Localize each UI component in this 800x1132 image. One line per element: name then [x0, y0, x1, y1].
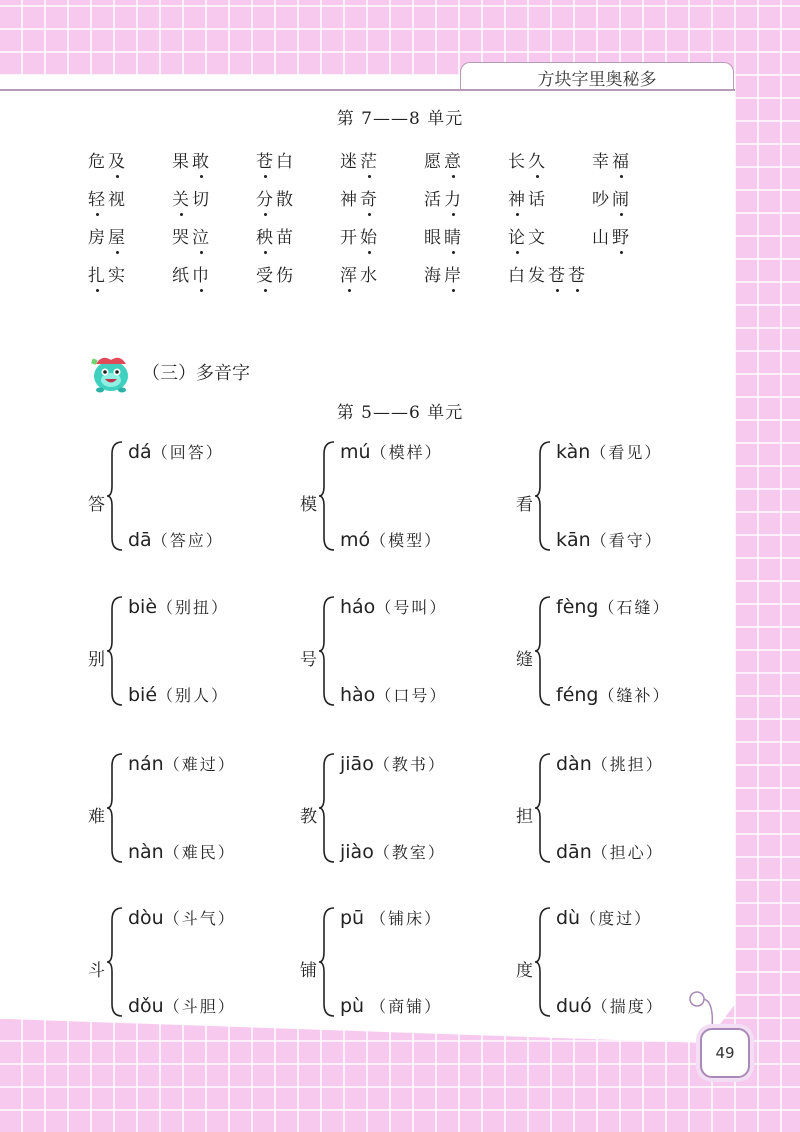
polyphone-char: 难	[88, 807, 105, 827]
vocab-word	[88, 147, 172, 172]
example-word: （难过）	[163, 755, 236, 774]
example-word: （难民）	[163, 843, 236, 862]
vocab-char: 实	[108, 265, 128, 286]
vocab-char: 吵	[592, 189, 612, 210]
vocab-char: 力	[444, 185, 464, 210]
vocab-word	[508, 147, 592, 172]
polyphone-char: 担	[516, 807, 533, 827]
vocab-char: 关	[172, 185, 192, 210]
example-word: （铺床）	[370, 909, 443, 928]
vocab-char: 愿	[424, 151, 444, 172]
polyphone-entry	[88, 595, 308, 715]
vocab-word	[88, 185, 172, 210]
vocab-char: 受	[256, 261, 276, 286]
polyphone-char: 别	[88, 650, 105, 670]
vocab-word	[424, 223, 508, 248]
example-word: （挑担）	[591, 755, 664, 774]
pinyin: kàn	[556, 441, 591, 463]
vocab-char: 苍	[568, 261, 588, 286]
vocab-char: 纸	[172, 265, 192, 286]
vocab-char: 敢	[192, 147, 212, 172]
vocab-word	[172, 261, 256, 286]
vocab-word	[508, 261, 648, 286]
pinyin: jiāo	[340, 753, 374, 775]
vocab-word	[256, 223, 340, 248]
vocab-word	[424, 147, 508, 172]
vocab-word	[172, 223, 256, 248]
example-word: （看见）	[590, 443, 663, 462]
vocab-grid	[88, 140, 728, 292]
polyphone-char: 铺	[300, 961, 317, 981]
vocab-char: 伤	[276, 265, 296, 286]
pinyin: biè	[128, 596, 158, 618]
brace-icon	[534, 440, 552, 552]
brace-icon	[318, 752, 336, 864]
vocab-char: 秧	[256, 223, 276, 248]
reading-1	[128, 595, 229, 618]
example-word: （模型）	[370, 531, 443, 550]
pinyin: hào	[340, 684, 376, 706]
brace-icon	[318, 906, 336, 1018]
polyphone-entry	[88, 752, 308, 872]
vocab-char: 视	[108, 189, 128, 210]
polyphone-section-title: （三）多音字	[142, 363, 250, 384]
reading-2	[128, 840, 236, 863]
polyphone-char: 斗	[88, 961, 105, 981]
vocab-unit-title: 第 7——8 单元	[336, 109, 464, 129]
pinyin: nàn	[128, 841, 164, 863]
example-word: （答应）	[151, 531, 224, 550]
example-word: （别人）	[157, 686, 230, 705]
example-word: （教书）	[373, 755, 446, 774]
vocab-word	[340, 185, 424, 210]
polyphone-unit-title: 第 5——6 单元	[336, 403, 464, 423]
pinyin: dā	[128, 529, 152, 551]
reading-2	[556, 840, 664, 863]
vocab-char: 扎	[88, 261, 108, 286]
vocab-char: 始	[360, 223, 380, 248]
vocab-word	[256, 147, 340, 172]
reading-1	[556, 906, 652, 929]
vocab-word	[340, 223, 424, 248]
polyphone-entry	[516, 595, 736, 715]
vocab-char: 野	[612, 223, 632, 248]
reading-1	[556, 752, 664, 775]
vocab-char: 神	[340, 189, 360, 210]
vocab-char: 屋	[108, 223, 128, 248]
reading-1	[340, 595, 447, 618]
vocab-char: 久	[528, 147, 548, 172]
polyphone-char: 缝	[516, 650, 533, 670]
vocab-word	[172, 147, 256, 172]
vocab-char: 岸	[444, 261, 464, 286]
chapter-header-tab	[460, 62, 734, 91]
example-word: （口号）	[375, 686, 448, 705]
vocab-word	[592, 147, 676, 172]
vocab-word	[88, 261, 172, 286]
reading-2	[128, 994, 236, 1017]
reading-1	[340, 906, 442, 929]
example-word: （号叫）	[375, 598, 448, 617]
vocab-char: 长	[508, 151, 528, 172]
vocab-char: 幸	[592, 151, 612, 172]
reading-1	[556, 595, 671, 618]
brace-icon	[534, 906, 552, 1018]
vocab-char: 苍	[548, 261, 568, 286]
example-word: （教室）	[373, 843, 446, 862]
vocab-char: 散	[276, 189, 296, 210]
brace-icon	[318, 440, 336, 552]
vocab-word	[88, 223, 172, 248]
page-curl-icon	[688, 990, 718, 1030]
vocab-row	[88, 178, 728, 216]
vocab-char: 活	[424, 189, 444, 210]
brace-icon	[106, 752, 124, 864]
polyphone-entry	[516, 752, 736, 872]
reading-1	[128, 906, 236, 929]
pinyin: fèng	[556, 596, 599, 618]
vocab-char: 泣	[192, 223, 212, 248]
pinyin: jiào	[340, 841, 374, 863]
reading-2	[340, 683, 447, 706]
pinyin: pū	[340, 907, 371, 929]
vocab-row	[88, 254, 728, 292]
vocab-word	[172, 185, 256, 210]
mascot-icon	[88, 350, 134, 394]
pinyin: pù	[340, 995, 371, 1017]
vocab-char: 房	[88, 227, 108, 248]
brace-icon	[318, 595, 336, 707]
reading-2	[128, 683, 229, 706]
example-word: （担心）	[591, 843, 664, 862]
polyphone-entry	[300, 440, 520, 560]
pinyin: mó	[340, 529, 371, 551]
polyphone-entry	[88, 906, 308, 1026]
vocab-word	[592, 223, 676, 248]
pinyin: kān	[556, 529, 591, 551]
example-word: （商铺）	[370, 997, 443, 1016]
example-word: （模样）	[370, 443, 443, 462]
polyphone-entry	[88, 440, 308, 560]
vocab-char: 苗	[276, 227, 296, 248]
polyphone-char: 模	[300, 495, 317, 515]
vocab-char: 茫	[360, 147, 380, 172]
vocab-char: 苍	[256, 147, 276, 172]
polyphone-entry	[300, 595, 520, 715]
example-word: （回答）	[151, 443, 224, 462]
vocab-char: 危	[88, 151, 108, 172]
brace-icon	[106, 906, 124, 1018]
example-word: （斗气）	[163, 909, 236, 928]
example-word: （看守）	[590, 531, 663, 550]
page-number-badge	[700, 1028, 750, 1078]
vocab-char: 开	[340, 227, 360, 248]
reading-2	[128, 528, 224, 551]
vocab-char: 分	[256, 185, 276, 210]
polyphone-entry	[300, 752, 520, 872]
chapter-title: 方块字里奥秘多	[537, 69, 657, 90]
example-word: （度过）	[580, 909, 653, 928]
vocab-char: 眼	[424, 227, 444, 248]
vocab-char: 闹	[612, 185, 632, 210]
polyphone-entry	[516, 440, 736, 560]
vocab-word	[508, 223, 592, 248]
pinyin: dàn	[556, 753, 592, 775]
vocab-row	[88, 140, 728, 178]
vocab-char: 白	[508, 265, 528, 286]
pinyin: féng	[556, 684, 599, 706]
pinyin: bié	[128, 684, 158, 706]
pinyin: dù	[556, 907, 581, 929]
polyphone-char: 教	[300, 807, 317, 827]
reading-1	[128, 440, 224, 463]
vocab-char: 哭	[172, 227, 192, 248]
polyphone-char: 答	[88, 495, 105, 515]
polyphone-char: 度	[516, 961, 533, 981]
example-word: （石缝）	[598, 598, 671, 617]
vocab-word	[424, 261, 508, 286]
pinyin: dá	[128, 441, 152, 463]
reading-2	[340, 840, 446, 863]
vocab-word	[256, 261, 340, 286]
reading-1	[556, 440, 662, 463]
reading-2	[340, 528, 442, 551]
vocab-word	[592, 185, 676, 210]
vocab-char: 山	[592, 227, 612, 248]
vocab-word	[340, 261, 424, 286]
brace-icon	[534, 752, 552, 864]
example-word: （缝补）	[598, 686, 671, 705]
pinyin: mú	[340, 441, 371, 463]
vocab-char: 论	[508, 223, 528, 248]
polyphone-char: 号	[300, 650, 317, 670]
vocab-char: 切	[192, 189, 212, 210]
polyphone-entry	[300, 906, 520, 1026]
vocab-char: 轻	[88, 185, 108, 210]
polyphone-char: 看	[516, 495, 533, 515]
pinyin: duó	[556, 995, 592, 1017]
example-word: （别扭）	[157, 598, 230, 617]
vocab-char: 话	[528, 189, 548, 210]
vocab-char: 发	[528, 265, 548, 286]
page-number: 49	[715, 1044, 735, 1062]
vocab-char: 巾	[192, 261, 212, 286]
example-word: （揣度）	[591, 997, 664, 1016]
pinyin: háo	[340, 596, 376, 618]
vocab-char: 及	[108, 147, 128, 172]
vocab-char: 福	[612, 147, 632, 172]
pinyin: dān	[556, 841, 592, 863]
vocab-char: 果	[172, 151, 192, 172]
polyphone-section-header	[88, 350, 250, 394]
vocab-word	[424, 185, 508, 210]
vocab-char: 白	[276, 151, 296, 172]
vocab-char: 意	[444, 147, 464, 172]
reading-1	[340, 440, 443, 463]
reading-1	[128, 752, 236, 775]
vocab-char: 迷	[340, 151, 360, 172]
vocab-char: 睛	[444, 223, 464, 248]
vocab-word	[508, 185, 592, 210]
vocab-char: 文	[528, 227, 548, 248]
vocab-char: 浑	[340, 261, 360, 286]
vocab-word	[256, 185, 340, 210]
reading-2	[340, 994, 442, 1017]
reading-2	[556, 994, 664, 1017]
brace-icon	[106, 595, 124, 707]
pinyin: nán	[128, 753, 164, 775]
header-rule	[0, 89, 735, 91]
vocab-row	[88, 216, 728, 254]
reading-2	[556, 683, 671, 706]
example-word: （斗胆）	[163, 997, 236, 1016]
reading-1	[340, 752, 446, 775]
pinyin: dòu	[128, 907, 164, 929]
vocab-char: 海	[424, 265, 444, 286]
vocab-char: 奇	[360, 185, 380, 210]
pinyin: dǒu	[128, 995, 164, 1017]
brace-icon	[106, 440, 124, 552]
vocab-char: 神	[508, 185, 528, 210]
vocab-word	[340, 147, 424, 172]
reading-2	[556, 528, 663, 551]
vocab-char: 水	[360, 265, 380, 286]
brace-icon	[534, 595, 552, 707]
